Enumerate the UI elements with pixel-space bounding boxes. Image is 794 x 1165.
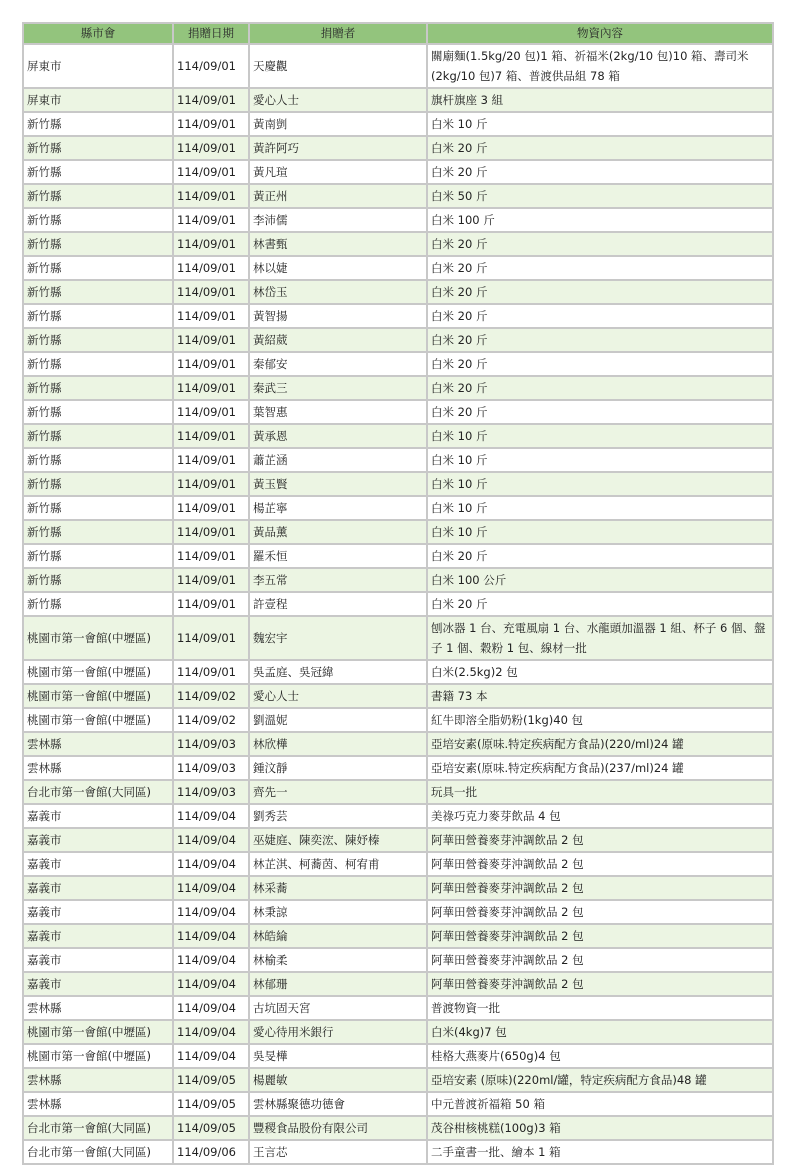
items-cell: 桂格大燕麥片(650g)4 包 (427, 1044, 773, 1068)
donor-cell: 劉秀芸 (249, 804, 427, 828)
county-cell: 桃園市第一會館(中壢區) (23, 1044, 173, 1068)
county-cell: 屏東市 (23, 88, 173, 112)
table-row (23, 852, 773, 876)
date-cell: 114/09/01 (173, 184, 249, 208)
county-cell: 嘉義市 (23, 924, 173, 948)
date-cell: 114/09/01 (173, 472, 249, 496)
header-date: 捐贈日期 (173, 23, 249, 44)
items-cell: 白米 10 斤 (427, 496, 773, 520)
table-row (23, 472, 773, 496)
items-cell: 白米 20 斤 (427, 280, 773, 304)
county-cell: 新竹縣 (23, 592, 173, 616)
table-row (23, 328, 773, 352)
date-cell: 114/09/01 (173, 256, 249, 280)
county-cell: 嘉義市 (23, 804, 173, 828)
donor-cell: 蕭芷涵 (249, 448, 427, 472)
items-cell: 白米 20 斤 (427, 256, 773, 280)
donor-cell: 巫婕庭、陳奕浤、陳妤榛 (249, 828, 427, 852)
county-cell: 新竹縣 (23, 256, 173, 280)
table-row (23, 708, 773, 732)
items-cell: 白米(2.5kg)2 包 (427, 660, 773, 684)
donor-cell: 黃紹葳 (249, 328, 427, 352)
donor-cell: 黃凡瑄 (249, 160, 427, 184)
donor-cell: 黃許阿巧 (249, 136, 427, 160)
date-cell: 114/09/04 (173, 948, 249, 972)
donor-cell: 林芷淇、柯蕎茵、柯宥甫 (249, 852, 427, 876)
items-cell: 關廟麵(1.5kg/20 包)1 箱、祈福米(2kg/10 包)10 箱、壽司米(2kg/10 包)7 箱、普渡供品組 78 箱 (427, 44, 773, 88)
table-row (23, 376, 773, 400)
table-row (23, 756, 773, 780)
donor-cell: 楊麗敏 (249, 1068, 427, 1092)
donor-cell: 愛心待用米銀行 (249, 1020, 427, 1044)
county-cell: 新竹縣 (23, 232, 173, 256)
donor-cell: 林皓綸 (249, 924, 427, 948)
county-cell: 新竹縣 (23, 376, 173, 400)
items-cell: 紅牛即溶全脂奶粉(1kg)40 包 (427, 708, 773, 732)
donor-cell: 愛心人士 (249, 88, 427, 112)
items-cell: 白米 20 斤 (427, 376, 773, 400)
county-cell: 新竹縣 (23, 496, 173, 520)
table-row (23, 660, 773, 684)
donor-cell: 林郁珊 (249, 972, 427, 996)
date-cell: 114/09/04 (173, 852, 249, 876)
county-cell: 新竹縣 (23, 400, 173, 424)
county-cell: 屏東市 (23, 44, 173, 88)
county-cell: 桃園市第一會館(中壢區) (23, 660, 173, 684)
date-cell: 114/09/01 (173, 160, 249, 184)
date-cell: 114/09/01 (173, 660, 249, 684)
items-cell: 美祿巧克力麥芽飲品 4 包 (427, 804, 773, 828)
county-cell: 桃園市第一會館(中壢區) (23, 616, 173, 660)
table-row (23, 684, 773, 708)
table-row (23, 1068, 773, 1092)
county-cell: 台北市第一會館(大同區) (23, 1140, 173, 1164)
items-cell: 白米 20 斤 (427, 352, 773, 376)
donor-cell: 林岱玉 (249, 280, 427, 304)
county-cell: 新竹縣 (23, 280, 173, 304)
items-cell: 亞培安素 (原味)(220ml/罐，特定疾病配方食品)48 罐 (427, 1068, 773, 1092)
table-row (23, 160, 773, 184)
table-row (23, 1044, 773, 1068)
donor-cell: 天慶觀 (249, 44, 427, 88)
header-county: 縣市會 (23, 23, 173, 44)
donor-cell: 黃承恩 (249, 424, 427, 448)
donor-cell: 羅禾恒 (249, 544, 427, 568)
table-row (23, 804, 773, 828)
donor-cell: 林榆柔 (249, 948, 427, 972)
county-cell: 雲林縣 (23, 1092, 173, 1116)
table-row (23, 88, 773, 112)
county-cell: 嘉義市 (23, 852, 173, 876)
date-cell: 114/09/01 (173, 136, 249, 160)
date-cell: 114/09/01 (173, 304, 249, 328)
table-row (23, 184, 773, 208)
date-cell: 114/09/01 (173, 616, 249, 660)
date-cell: 114/09/01 (173, 232, 249, 256)
table-row (23, 520, 773, 544)
date-cell: 114/09/01 (173, 592, 249, 616)
date-cell: 114/09/04 (173, 876, 249, 900)
items-cell: 茂谷柑核桃糕(100g)3 箱 (427, 1116, 773, 1140)
donor-cell: 秦武三 (249, 376, 427, 400)
donor-cell: 豐稷食品股份有限公司 (249, 1116, 427, 1140)
items-cell: 阿華田營養麥芽沖調飲品 2 包 (427, 972, 773, 996)
date-cell: 114/09/02 (173, 684, 249, 708)
date-cell: 114/09/03 (173, 756, 249, 780)
table-row (23, 1140, 773, 1164)
date-cell: 114/09/04 (173, 924, 249, 948)
donor-cell: 魏宏宇 (249, 616, 427, 660)
table-row (23, 448, 773, 472)
items-cell: 白米 20 斤 (427, 592, 773, 616)
donor-cell: 黃南剴 (249, 112, 427, 136)
table-row (23, 304, 773, 328)
county-cell: 嘉義市 (23, 828, 173, 852)
items-cell: 白米 50 斤 (427, 184, 773, 208)
donor-cell: 林書甄 (249, 232, 427, 256)
county-cell: 新竹縣 (23, 304, 173, 328)
county-cell: 桃園市第一會館(中壢區) (23, 1020, 173, 1044)
items-cell: 阿華田營養麥芽沖調飲品 2 包 (427, 876, 773, 900)
date-cell: 114/09/01 (173, 568, 249, 592)
date-cell: 114/09/01 (173, 352, 249, 376)
table-row (23, 996, 773, 1020)
county-cell: 桃園市第一會館(中壢區) (23, 684, 173, 708)
date-cell: 114/09/01 (173, 496, 249, 520)
table-row (23, 828, 773, 852)
table-row (23, 496, 773, 520)
header-items: 物資內容 (427, 23, 773, 44)
table-body (23, 44, 773, 1164)
county-cell: 雲林縣 (23, 732, 173, 756)
table-row (23, 592, 773, 616)
donation-table-container (22, 22, 772, 1165)
items-cell: 阿華田營養麥芽沖調飲品 2 包 (427, 852, 773, 876)
date-cell: 114/09/01 (173, 400, 249, 424)
table-row (23, 256, 773, 280)
date-cell: 114/09/01 (173, 424, 249, 448)
donor-cell: 林欣樺 (249, 732, 427, 756)
date-cell: 114/09/04 (173, 1044, 249, 1068)
table-row (23, 208, 773, 232)
county-cell: 新竹縣 (23, 328, 173, 352)
date-cell: 114/09/01 (173, 44, 249, 88)
county-cell: 雲林縣 (23, 996, 173, 1020)
table-row (23, 732, 773, 756)
date-cell: 114/09/04 (173, 804, 249, 828)
table-row (23, 280, 773, 304)
donor-cell: 黃智揚 (249, 304, 427, 328)
table-header-row (23, 23, 773, 44)
date-cell: 114/09/06 (173, 1140, 249, 1164)
items-cell: 阿華田營養麥芽沖調飲品 2 包 (427, 924, 773, 948)
table-row (23, 876, 773, 900)
county-cell: 新竹縣 (23, 184, 173, 208)
items-cell: 阿華田營養麥芽沖調飲品 2 包 (427, 948, 773, 972)
items-cell: 白米 100 公斤 (427, 568, 773, 592)
items-cell: 白米 100 斤 (427, 208, 773, 232)
table-row (23, 568, 773, 592)
date-cell: 114/09/01 (173, 280, 249, 304)
table-row (23, 400, 773, 424)
table-row (23, 232, 773, 256)
donor-cell: 愛心人士 (249, 684, 427, 708)
table-row (23, 544, 773, 568)
table-row (23, 352, 773, 376)
table-row (23, 924, 773, 948)
donor-cell: 齊先一 (249, 780, 427, 804)
donor-cell: 黃品薰 (249, 520, 427, 544)
items-cell: 中元普渡祈福箱 50 箱 (427, 1092, 773, 1116)
items-cell: 白米(4kg)7 包 (427, 1020, 773, 1044)
county-cell: 新竹縣 (23, 424, 173, 448)
items-cell: 白米 20 斤 (427, 328, 773, 352)
items-cell: 二手童書一批、繪本 1 箱 (427, 1140, 773, 1164)
county-cell: 新竹縣 (23, 448, 173, 472)
date-cell: 114/09/03 (173, 732, 249, 756)
donor-cell: 林秉諒 (249, 900, 427, 924)
county-cell: 台北市第一會館(大同區) (23, 1116, 173, 1140)
date-cell: 114/09/01 (173, 112, 249, 136)
items-cell: 阿華田營養麥芽沖調飲品 2 包 (427, 828, 773, 852)
county-cell: 新竹縣 (23, 568, 173, 592)
county-cell: 嘉義市 (23, 876, 173, 900)
donor-cell: 吳旻樺 (249, 1044, 427, 1068)
donor-cell: 楊芷寧 (249, 496, 427, 520)
items-cell: 白米 20 斤 (427, 400, 773, 424)
donor-cell: 林采蕎 (249, 876, 427, 900)
county-cell: 新竹縣 (23, 112, 173, 136)
date-cell: 114/09/05 (173, 1092, 249, 1116)
items-cell: 白米 20 斤 (427, 544, 773, 568)
county-cell: 嘉義市 (23, 900, 173, 924)
date-cell: 114/09/04 (173, 996, 249, 1020)
date-cell: 114/09/01 (173, 328, 249, 352)
donor-cell: 秦郁安 (249, 352, 427, 376)
table-row (23, 616, 773, 660)
donor-cell: 許壹程 (249, 592, 427, 616)
items-cell: 白米 10 斤 (427, 472, 773, 496)
table-row (23, 1020, 773, 1044)
table-row (23, 136, 773, 160)
county-cell: 新竹縣 (23, 352, 173, 376)
items-cell: 白米 10 斤 (427, 448, 773, 472)
items-cell: 刨冰器 1 台、充電風扇 1 台、水龍頭加溫器 1 組、杯子 6 個、盤子 1 個、穀粉 1 包、線材一批 (427, 616, 773, 660)
items-cell: 普渡物資一批 (427, 996, 773, 1020)
items-cell: 亞培安素(原味.特定疾病配方食品)(237/ml)24 罐 (427, 756, 773, 780)
date-cell: 114/09/04 (173, 972, 249, 996)
county-cell: 新竹縣 (23, 208, 173, 232)
items-cell: 白米 20 斤 (427, 232, 773, 256)
date-cell: 114/09/01 (173, 520, 249, 544)
items-cell: 阿華田營養麥芽沖調飲品 2 包 (427, 900, 773, 924)
header-donor: 捐贈者 (249, 23, 427, 44)
donor-cell: 李五常 (249, 568, 427, 592)
table-row (23, 44, 773, 88)
table-row (23, 948, 773, 972)
date-cell: 114/09/04 (173, 900, 249, 924)
table-row (23, 1116, 773, 1140)
county-cell: 台北市第一會館(大同區) (23, 780, 173, 804)
date-cell: 114/09/02 (173, 708, 249, 732)
donor-cell: 林以婕 (249, 256, 427, 280)
donor-cell: 劉溫妮 (249, 708, 427, 732)
table-row (23, 424, 773, 448)
date-cell: 114/09/01 (173, 544, 249, 568)
items-cell: 白米 20 斤 (427, 136, 773, 160)
date-cell: 114/09/01 (173, 376, 249, 400)
donor-cell: 古坑固天宮 (249, 996, 427, 1020)
items-cell: 白米 20 斤 (427, 160, 773, 184)
date-cell: 114/09/04 (173, 1020, 249, 1044)
county-cell: 新竹縣 (23, 520, 173, 544)
date-cell: 114/09/01 (173, 448, 249, 472)
date-cell: 114/09/03 (173, 780, 249, 804)
date-cell: 114/09/01 (173, 208, 249, 232)
table-row (23, 972, 773, 996)
donor-cell: 黃玉賢 (249, 472, 427, 496)
table-row (23, 112, 773, 136)
county-cell: 桃園市第一會館(中壢區) (23, 708, 173, 732)
county-cell: 新竹縣 (23, 136, 173, 160)
date-cell: 114/09/01 (173, 88, 249, 112)
items-cell: 白米 10 斤 (427, 112, 773, 136)
county-cell: 新竹縣 (23, 544, 173, 568)
donor-cell: 吳孟庭、吳冠緯 (249, 660, 427, 684)
items-cell: 白米 10 斤 (427, 520, 773, 544)
items-cell: 玩具一批 (427, 780, 773, 804)
date-cell: 114/09/04 (173, 828, 249, 852)
items-cell: 白米 20 斤 (427, 304, 773, 328)
donor-cell: 葉智惠 (249, 400, 427, 424)
donor-cell: 鍾汶靜 (249, 756, 427, 780)
donor-cell: 王言芯 (249, 1140, 427, 1164)
items-cell: 白米 10 斤 (427, 424, 773, 448)
county-cell: 嘉義市 (23, 972, 173, 996)
table-row (23, 780, 773, 804)
donation-table (22, 22, 774, 1165)
county-cell: 雲林縣 (23, 1068, 173, 1092)
donor-cell: 雲林縣聚德功德會 (249, 1092, 427, 1116)
table-row (23, 900, 773, 924)
date-cell: 114/09/05 (173, 1068, 249, 1092)
items-cell: 書籍 73 本 (427, 684, 773, 708)
table-row (23, 1092, 773, 1116)
donor-cell: 黃正州 (249, 184, 427, 208)
items-cell: 亞培安素(原味.特定疾病配方食品)(220/ml)24 罐 (427, 732, 773, 756)
county-cell: 新竹縣 (23, 472, 173, 496)
donor-cell: 李沛儒 (249, 208, 427, 232)
county-cell: 雲林縣 (23, 756, 173, 780)
items-cell: 旗杆旗座 3 組 (427, 88, 773, 112)
county-cell: 嘉義市 (23, 948, 173, 972)
county-cell: 新竹縣 (23, 160, 173, 184)
date-cell: 114/09/05 (173, 1116, 249, 1140)
